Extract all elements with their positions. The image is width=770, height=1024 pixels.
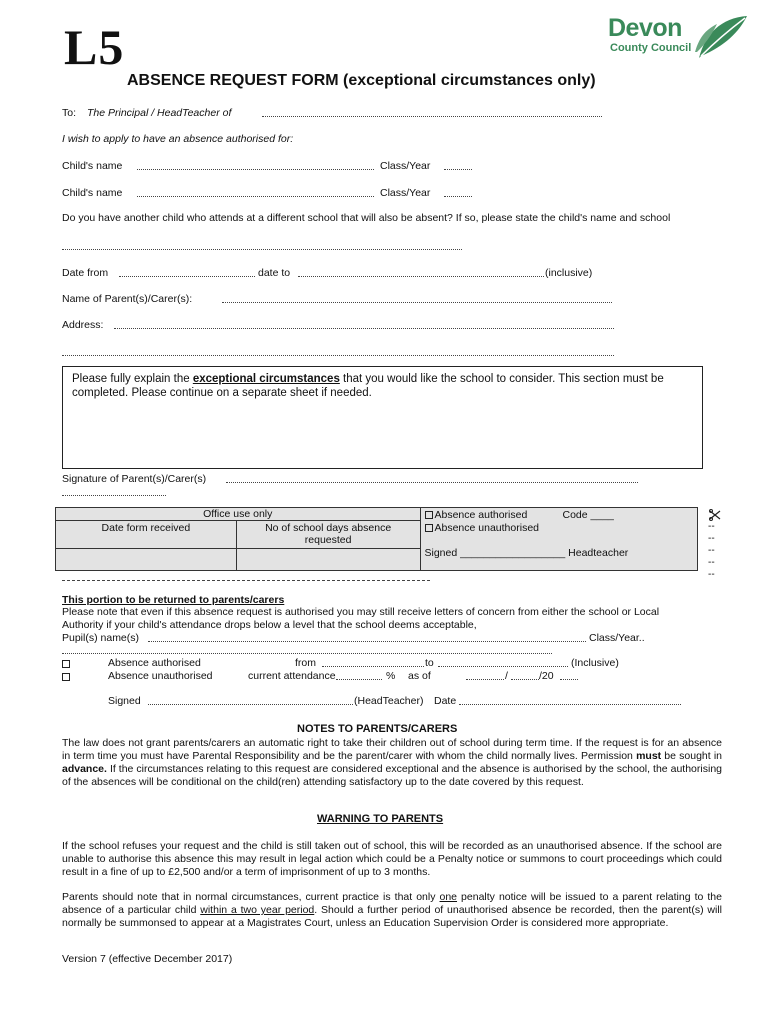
return-portion-note: Please note that even if this absence request is authorised you may still receive letters of concern from either the school or Local Authority if your child's attendance drops below a level that the school deems acceptable, (62, 606, 660, 631)
return-inclusive-label: (Inclusive) (571, 657, 619, 669)
parent-name-field[interactable] (222, 293, 612, 303)
return-unauthorised-label: Absence unauthorised (108, 670, 213, 682)
as-of-day-field[interactable] (466, 670, 504, 680)
code-label: Code ____ (562, 509, 614, 521)
days-absence-cell[interactable] (236, 549, 420, 571)
intro-text: I wish to apply to have an absence authorised for: (62, 133, 294, 145)
cut-line-horizontal (62, 580, 430, 581)
return-signed-field[interactable] (148, 695, 353, 705)
explanation-instructions: Please fully explain the exceptional circumstances that you would like the school to consider. This section must be completed. Please continue on a separate sheet if needed. (72, 373, 664, 399)
child1-name-field[interactable] (137, 160, 374, 170)
checkbox-icon[interactable] (62, 673, 70, 681)
parent-name-label: Name of Parent(s)/Carer(s): (62, 293, 193, 305)
authorised-option[interactable]: Absence authorised (425, 509, 528, 521)
return-signed-label: Signed (108, 695, 141, 707)
pupil-name-field-cont[interactable] (62, 644, 552, 654)
checkbox-icon[interactable] (425, 511, 433, 519)
pupil-name-label: Pupil(s) name(s) (62, 632, 140, 644)
cut-line-vertical: -- -- -- -- -- (708, 521, 715, 580)
child2-class-label: Class/Year (380, 187, 431, 199)
child2-name-label: Child's name (62, 187, 123, 199)
office-signed: Signed __________________ Headteacher (424, 547, 629, 559)
date-received-cell[interactable] (56, 549, 237, 571)
unauthorised-option[interactable]: Absence unauthorised (425, 522, 540, 534)
devon-logo (605, 12, 750, 62)
address-field-line2[interactable] (62, 346, 614, 356)
date-from-label: Date from (62, 267, 109, 279)
as-of-label: as of (408, 670, 431, 682)
date-received-header: Date form received (56, 521, 237, 549)
return-authorised-label: Absence authorised (108, 657, 201, 669)
logo-line1: Devon (608, 14, 682, 42)
return-date-field[interactable] (459, 695, 681, 705)
date-to-field[interactable] (298, 267, 544, 277)
office-decision-cell (420, 508, 698, 571)
attendance-field[interactable] (336, 670, 382, 680)
warning-heading: WARNING TO PARENTS (317, 813, 444, 825)
logo-line2: County Council (610, 42, 692, 54)
return-date-label: Date (434, 695, 457, 707)
notes-paragraph: The law does not grant parents/carers an automatic right to take their children out of school during term time. If the request is for an absence in term time you must have Parental Responsibility and be the parent/carer with whom the child normally lives. Permission must be sought in advance. If the circumstances relating to this request are considered exceptional and the absence is authorised by the school, the authorising of the absences will be conditional on the child(ren) attending satisfactory up to the date covered by this request. (62, 737, 722, 788)
return-to-label: to (425, 657, 434, 669)
days-absence-header: No of school days absence requested (236, 521, 420, 549)
scissors-icon (709, 509, 721, 521)
office-use-header: Office use only (56, 508, 421, 521)
child2-name-field[interactable] (137, 187, 374, 197)
return-unauthorised-checkbox[interactable] (62, 671, 72, 683)
child1-name-label: Child's name (62, 160, 123, 172)
checkbox-icon[interactable] (62, 660, 70, 668)
signature-field-cont[interactable] (62, 486, 166, 496)
version-footer: Version 7 (effective December 2017) (62, 953, 233, 965)
warning-paragraph-1: If the school refuses your request and the child is still taken out of school, this will be recorded as an unauthorised absence. If the school are unable to authorise this absence this may result in legal action which could be a Penalty notice or summons to court proceedings which could result in a fine of up to £2,500 and/or a term of imprisonment of up to 3 months. (62, 840, 722, 878)
pupil-name-field[interactable] (148, 632, 586, 642)
address-label: Address: (62, 319, 104, 331)
as-of-month-field[interactable] (511, 670, 539, 680)
page-title: ABSENCE REQUEST FORM (exceptional circumstances only) (127, 72, 596, 89)
inclusive-label: (inclusive) (545, 267, 593, 279)
pupil-class-label: Class/Year.. (589, 632, 645, 644)
percent-label: % (386, 670, 396, 682)
child1-class-field[interactable] (444, 160, 472, 170)
child2-class-field[interactable] (444, 187, 472, 197)
return-from-field[interactable] (322, 657, 424, 667)
notes-heading: NOTES TO PARENTS/CARERS (297, 723, 458, 735)
return-authorised-checkbox[interactable] (62, 658, 72, 670)
as-of-year-field[interactable] (560, 670, 578, 680)
date-from-field[interactable] (119, 267, 255, 277)
return-to-field[interactable] (438, 657, 568, 667)
attendance-label: current attendance (248, 670, 336, 682)
warning-paragraph-2: Parents should note that in normal circumstances, current practice is that only one penalty notice will be issued to a parent relating to the absence of a particular child within a two year period. Should a further period of unauthorised absence be recorded, then the parent(s) will normally be summonsed to appear at a Magistrates Court, unless an Education Supervision Order is considered more appropriate. (62, 891, 722, 929)
another-child-question: Do you have another child who attends at a different school that will also be absent? If so, please state the child's name and school (62, 212, 671, 224)
signature-field[interactable] (226, 473, 638, 483)
return-from-label: from (295, 657, 316, 669)
date-year-suffix: /20 (539, 670, 554, 682)
date-to-label: date to (258, 267, 291, 279)
address-field-line1[interactable] (114, 319, 614, 329)
leaf-logo-icon (693, 12, 749, 62)
signature-label: Signature of Parent(s)/Carer(s) (62, 473, 207, 485)
return-portion-heading: This portion to be returned to parents/carers (62, 594, 285, 606)
return-headteacher-label: (HeadTeacher) (354, 695, 424, 707)
checkbox-icon[interactable] (425, 524, 433, 532)
to-label: To: (62, 107, 77, 119)
date-slash: / (505, 670, 508, 682)
office-use-table (55, 507, 698, 571)
to-value: The Principal / HeadTeacher of (87, 107, 232, 119)
explanation-box[interactable] (62, 366, 703, 469)
form-code: L5 (64, 19, 125, 75)
child1-class-label: Class/Year (380, 160, 431, 172)
another-child-field[interactable] (62, 240, 462, 250)
school-name-field[interactable] (262, 107, 602, 117)
